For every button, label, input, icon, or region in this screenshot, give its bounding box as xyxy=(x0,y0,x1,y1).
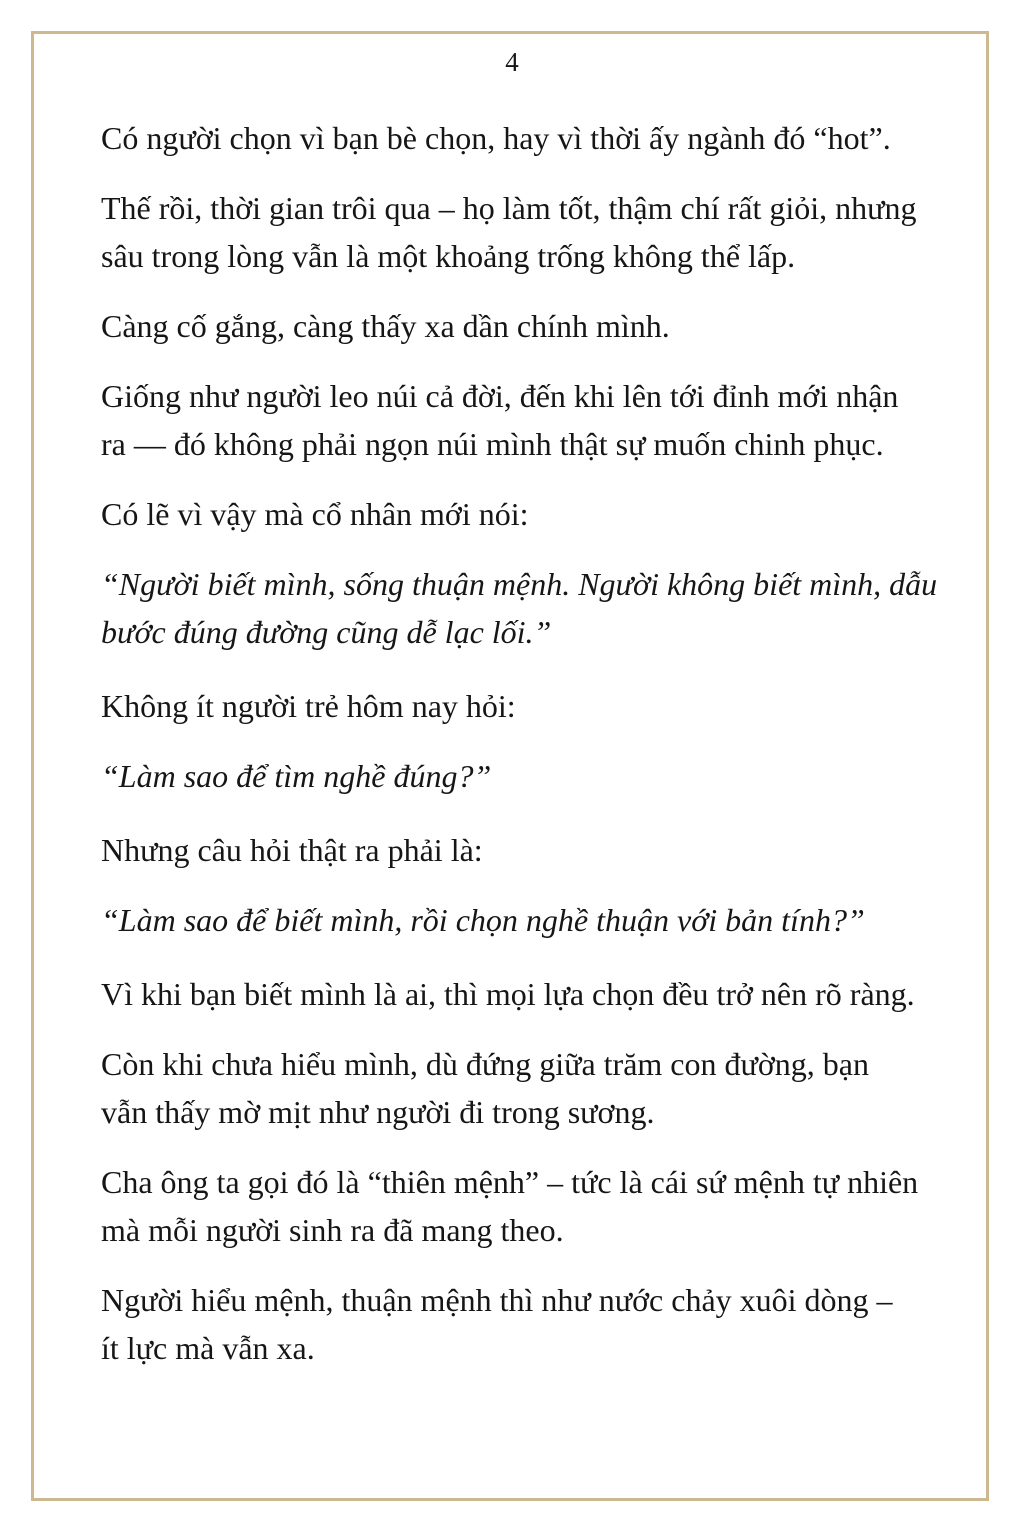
paragraph xyxy=(101,826,961,874)
text-line: sâu trong lòng vẫn là một khoảng trống không thể lấp. xyxy=(101,238,796,274)
document-body xyxy=(101,114,961,1394)
text-line: Còn khi chưa hiểu mình, dù đứng giữa trăm con đường, bạn xyxy=(101,1046,869,1082)
text-line: Có người chọn vì bạn bè chọn, hay vì thời ấy ngành đó “hot”. xyxy=(101,120,891,156)
paragraph xyxy=(101,1040,961,1136)
text-line: Giống như người leo núi cả đời, đến khi lên tới đỉnh mới nhận xyxy=(101,378,899,414)
paragraph xyxy=(101,184,961,280)
paragraph xyxy=(101,114,961,162)
text-line: vẫn thấy mờ mịt như người đi trong sương. xyxy=(101,1094,655,1130)
text-line: “Người biết mình, sống thuận mệnh. Người không biết mình, dẫu xyxy=(101,566,938,602)
page-number: 4 xyxy=(505,47,519,77)
paragraph xyxy=(101,372,961,468)
text-line: “Làm sao để tìm nghề đúng?” xyxy=(101,758,492,794)
text-line: ra — đó không phải ngọn núi mình thật sự muốn chinh phục. xyxy=(101,426,884,462)
paragraph xyxy=(101,970,961,1018)
quote-paragraph xyxy=(101,752,961,800)
paragraph xyxy=(101,490,961,538)
quote-paragraph xyxy=(101,560,961,656)
quote-paragraph xyxy=(101,896,961,944)
text-line: Có lẽ vì vậy mà cổ nhân mới nói: xyxy=(101,496,529,532)
text-line: Vì khi bạn biết mình là ai, thì mọi lựa chọn đều trở nên rõ ràng. xyxy=(101,976,915,1012)
text-line: “Làm sao để biết mình, rồi chọn nghề thuận với bản tính?” xyxy=(101,902,865,938)
text-line: ít lực mà vẫn xa. xyxy=(101,1330,315,1366)
text-line: bước đúng đường cũng dễ lạc lối.” xyxy=(101,614,552,650)
text-line: Không ít người trẻ hôm nay hỏi: xyxy=(101,688,516,724)
text-line: Càng cố gắng, càng thấy xa dần chính mình. xyxy=(101,308,670,344)
text-line: Nhưng câu hỏi thật ra phải là: xyxy=(101,832,483,868)
paragraph xyxy=(101,1276,961,1372)
text-line: Cha ông ta gọi đó là “thiên mệnh” – tức là cái sứ mệnh tự nhiên xyxy=(101,1164,919,1200)
paragraph xyxy=(101,682,961,730)
paragraph xyxy=(101,302,961,350)
text-line: Thế rồi, thời gian trôi qua – họ làm tốt, thậm chí rất giỏi, nhưng xyxy=(101,190,917,226)
paragraph xyxy=(101,1158,961,1254)
text-line: Người hiểu mệnh, thuận mệnh thì như nước chảy xuôi dòng – xyxy=(101,1282,893,1318)
text-line: mà mỗi người sinh ra đã mang theo. xyxy=(101,1212,564,1248)
